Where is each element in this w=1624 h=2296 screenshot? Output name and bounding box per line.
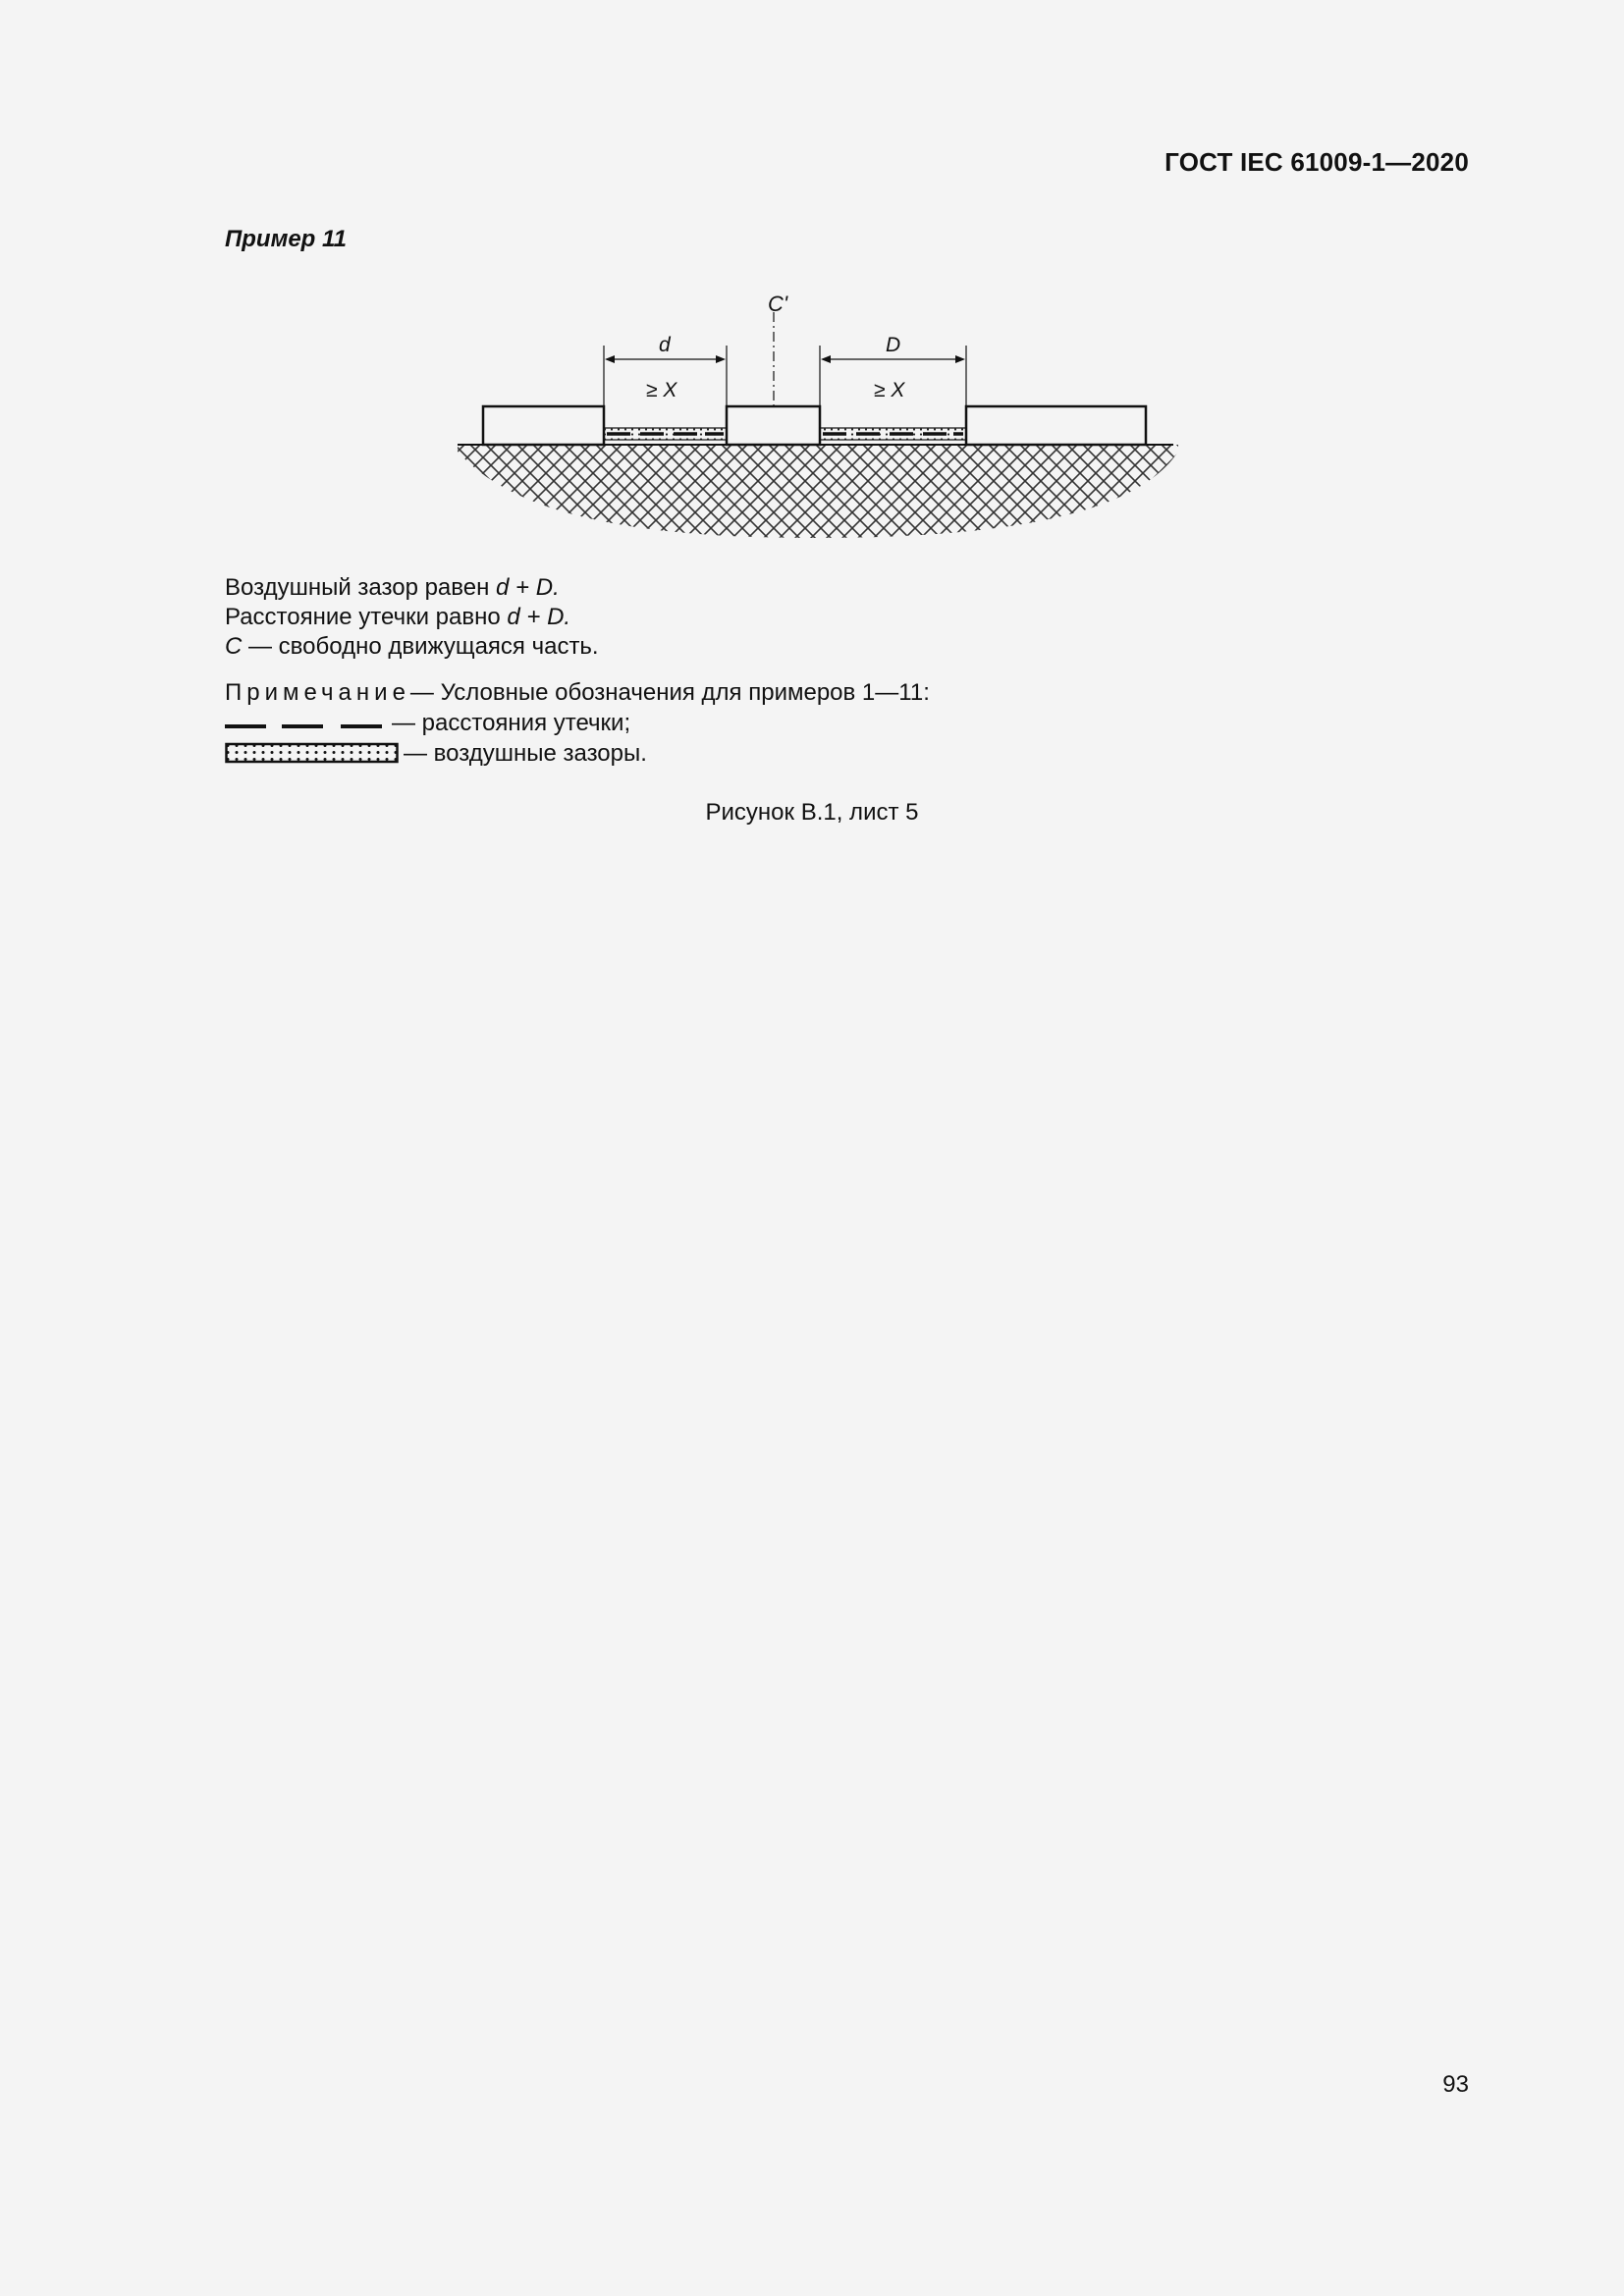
moving-part-c	[727, 406, 820, 445]
legend-note	[225, 677, 930, 769]
description-line-creepage: Расстояние утечки равно d + D.	[225, 604, 571, 630]
figure-description	[225, 573, 599, 662]
legend-creepage-text: — расстояния утечки;	[392, 710, 631, 736]
document-code: ГОСТ IEC 61009-1—2020	[1164, 147, 1469, 177]
note-text: — Условные обозначения для примеров 1—11:	[409, 679, 930, 706]
label-d-left: d	[659, 334, 671, 356]
dotted-box-icon	[225, 742, 400, 766]
diagram-svg	[452, 285, 1178, 540]
insulation-body	[458, 445, 1178, 540]
conductor-right	[966, 406, 1146, 445]
legend-creepage	[225, 708, 930, 738]
gap-band-left	[604, 428, 727, 440]
legend-clearance-text: — воздушные зазоры.	[404, 740, 647, 767]
legend-clearance	[225, 738, 930, 769]
label-clearance-right: ≥ X	[874, 379, 905, 401]
page-number: 93	[1442, 2071, 1469, 2098]
label-clearance-left: ≥ X	[646, 379, 677, 401]
conductor-left	[483, 406, 604, 445]
label-c: C'	[768, 292, 788, 316]
example-title: Пример 11	[225, 226, 347, 252]
figure-caption: Рисунок В.1, лист 5	[705, 799, 919, 826]
description-line-moving-part: C — свободно движущаяся часть.	[225, 633, 599, 660]
label-d-right: D	[886, 334, 901, 356]
note-label: Примечание	[225, 679, 410, 706]
gap-band-right	[820, 428, 966, 440]
figure-example-11	[452, 285, 1178, 540]
description-line-clearance: Воздушный зазор равен d + D.	[225, 574, 560, 601]
dashed-line-icon	[225, 716, 388, 731]
note-heading	[225, 677, 930, 708]
